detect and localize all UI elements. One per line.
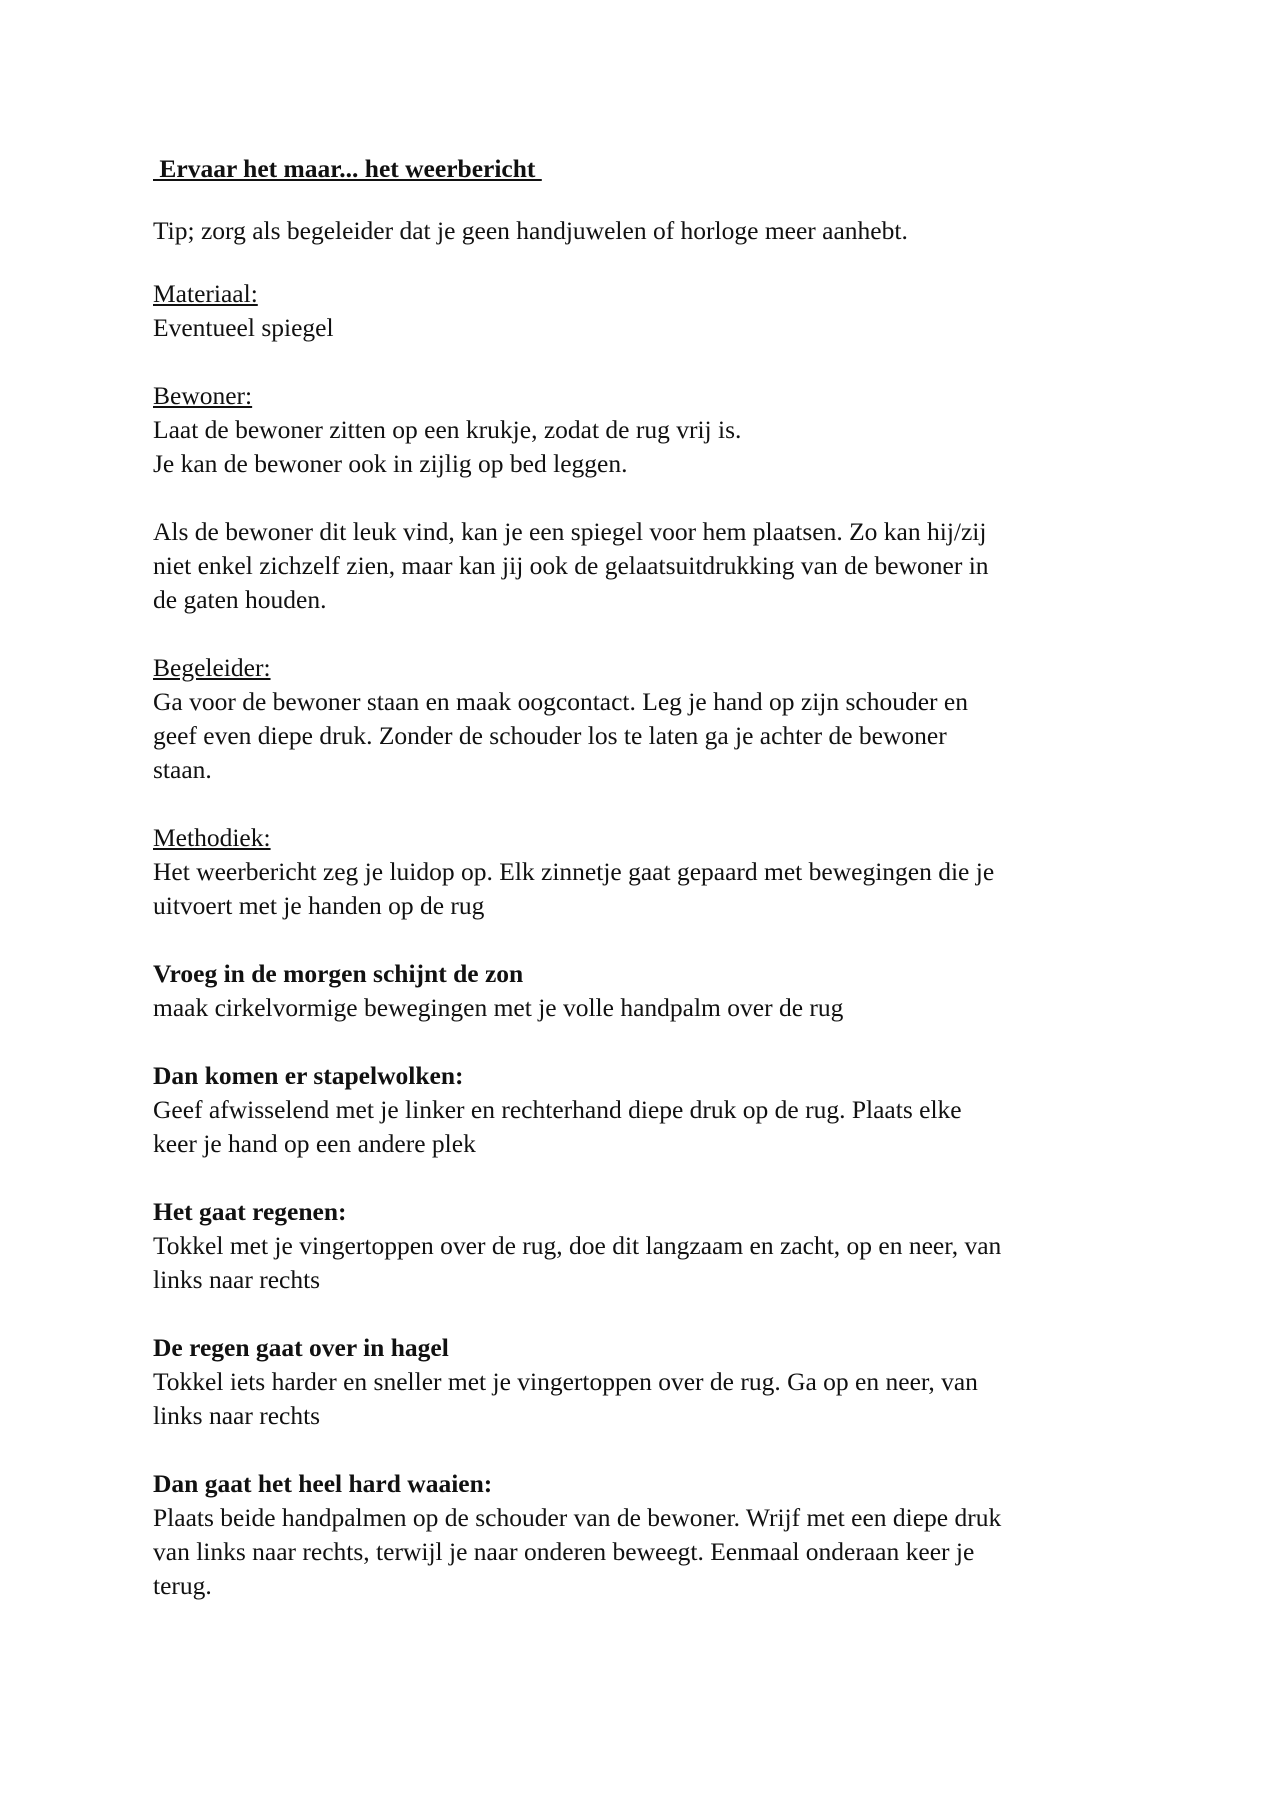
step-title: Dan komen er stapelwolken: [153, 1061, 464, 1090]
step-line: Plaats beide handpalmen op de schouder van de bewoner. Wrijf met een diepe druk [153, 1503, 1002, 1532]
step-line: Geef afwisselend met je linker en rechterhand diepe druk op de rug. Plaats elke [153, 1095, 962, 1124]
methodiek-label: Methodiek: [153, 823, 271, 852]
step-line: links naar rechts [153, 1265, 321, 1294]
step-title: De regen gaat over in hagel [153, 1333, 449, 1362]
step-zon [153, 957, 1153, 1025]
spiegel-line: niet enkel zichzelf zien, maar kan jij ook de gelaatsuitdrukking van de bewoner in [153, 551, 989, 580]
materiaal-section [153, 277, 1153, 345]
step-line: Tokkel iets harder en sneller met je vingertoppen over de rug. Ga op en neer, van [153, 1367, 978, 1396]
begeleider-label: Begeleider: [153, 653, 271, 682]
begeleider-line: geef even diepe druk. Zonder de schouder los te laten ga je achter de bewoner [153, 721, 947, 750]
begeleider-section [153, 651, 1153, 787]
step-regenen [153, 1195, 1153, 1297]
bewoner-line: Laat de bewoner zitten op een krukje, zodat de rug vrij is. [153, 415, 742, 444]
step-waaien [153, 1467, 1153, 1603]
document-page [153, 152, 1153, 1637]
step-title: Vroeg in de morgen schijnt de zon [153, 959, 524, 988]
tip-text: Tip; zorg als begeleider dat je geen handjuwelen of horloge meer aanhebt. [153, 216, 908, 245]
step-line: van links naar rechts, terwijl je naar onderen beweegt. Eenmaal onderaan keer je [153, 1537, 975, 1566]
step-line: Tokkel met je vingertoppen over de rug, doe dit langzaam en zacht, op en neer, van [153, 1231, 1002, 1260]
methodiek-line: uitvoert met je handen op de rug [153, 891, 485, 920]
spiegel-paragraph [153, 515, 1153, 617]
step-title: Dan gaat het heel hard waaien: [153, 1469, 493, 1498]
step-title: Het gaat regenen: [153, 1197, 347, 1226]
methodiek-section [153, 821, 1153, 923]
tip-paragraph [153, 214, 1153, 248]
begeleider-line: staan. [153, 755, 212, 784]
bewoner-label: Bewoner: [153, 381, 253, 410]
bewoner-line: Je kan de bewoner ook in zijlig op bed leggen. [153, 449, 628, 478]
step-hagel [153, 1331, 1153, 1433]
step-line: keer je hand op een andere plek [153, 1129, 476, 1158]
spiegel-line: de gaten houden. [153, 585, 327, 614]
begeleider-line: Ga voor de bewoner staan en maak oogcontact. Leg je hand op zijn schouder en [153, 687, 968, 716]
document-title: Ervaar het maar... het weerbericht [153, 154, 542, 183]
step-stapelwolken [153, 1059, 1153, 1161]
step-line: terug. [153, 1571, 212, 1600]
materiaal-line: Eventueel spiegel [153, 313, 334, 342]
step-line: maak cirkelvormige bewegingen met je volle handpalm over de rug [153, 993, 844, 1022]
materiaal-label: Materiaal: [153, 279, 258, 308]
methodiek-line: Het weerbericht zeg je luidop op. Elk zinnetje gaat gepaard met bewegingen die je [153, 857, 995, 886]
spiegel-line: Als de bewoner dit leuk vind, kan je een spiegel voor hem plaatsen. Zo kan hij/zij [153, 517, 987, 546]
bewoner-section [153, 379, 1153, 481]
step-line: links naar rechts [153, 1401, 321, 1430]
